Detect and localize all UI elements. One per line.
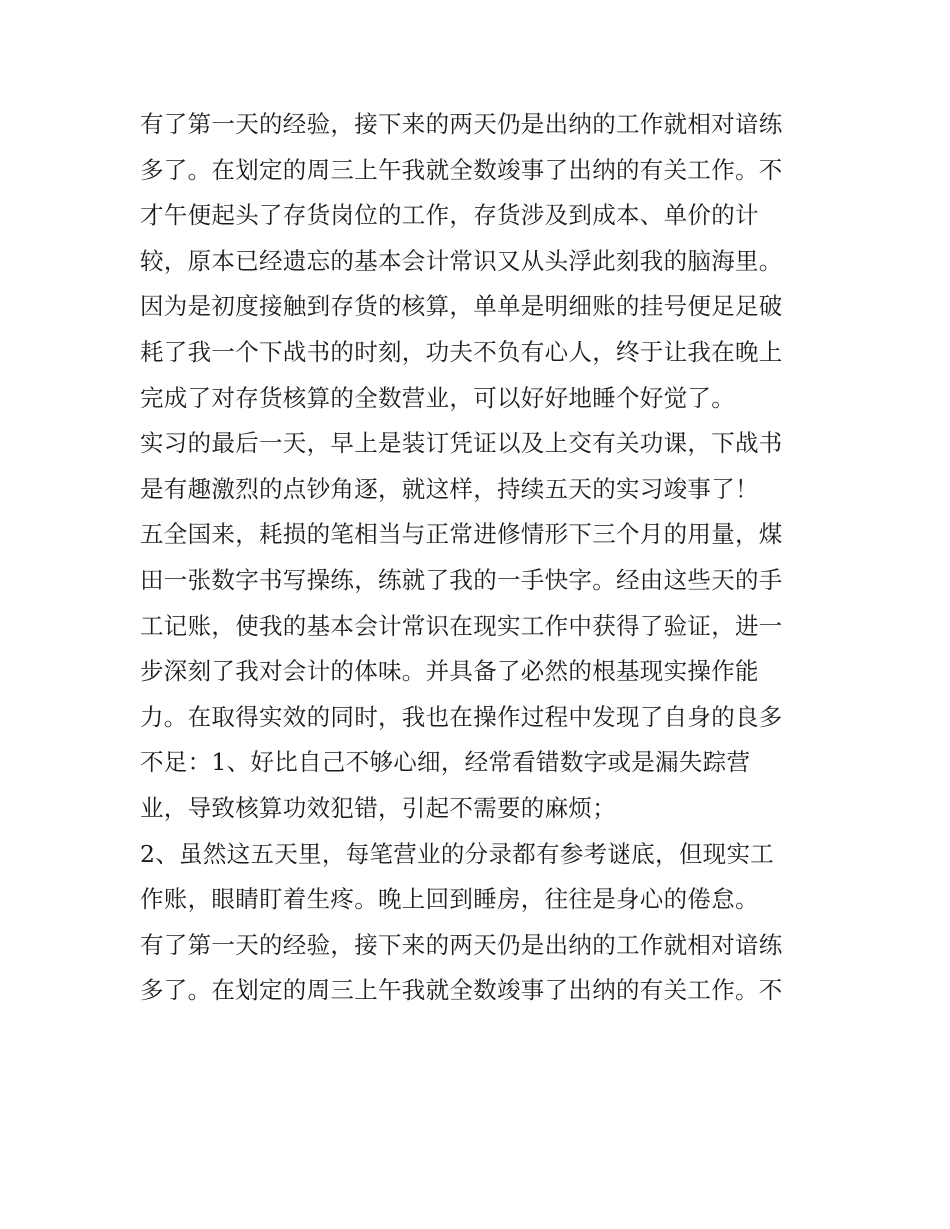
text-line: 因为是初度接触到存货的核算，单单是明细账的挂号便足足破 xyxy=(140,292,783,321)
text-line: 多了。在划定的周三上午我就全数竣事了出纳的有关工作。不 xyxy=(140,155,783,184)
text-line: 田一张数字书写操练，练就了我的一手快字。经由这些天的手 xyxy=(140,565,783,594)
text-line: 五全国来，耗损的笔相当与正常进修情形下三个月的用量，煤 xyxy=(140,520,783,549)
text-line: 多了。在划定的周三上午我就全数竣事了出纳的有关工作。不 xyxy=(140,976,783,1005)
body-text xyxy=(140,102,820,1014)
text-line: 完成了对存货核算的全数营业，可以好好地睡个好觉了。 xyxy=(140,383,735,412)
text-line: 力。在取得实效的同时，我也在操作过程中发现了自身的良多 xyxy=(140,702,783,731)
text-line: 较，原本已经遗忘的基本会计常识又从头浮此刻我的脑海里。 xyxy=(140,246,783,275)
text-line: 业，导致核算功效犯错，引起不需要的麻烦； xyxy=(140,793,616,822)
text-line: 作账，眼睛盯着生疼。晚上回到睡房，往往是身心的倦怠。 xyxy=(140,885,759,914)
text-line: 有了第一天的经验，接下来的两天仍是出纳的工作就相对谙练 xyxy=(140,930,783,959)
text-line: 工记账，使我的基本会计常识在现实工作中获得了验证，进一 xyxy=(140,611,783,640)
text-line: 2、虽然这五天里，每笔营业的分录都有参考谜底，但现实工 xyxy=(140,839,775,868)
text-line: 是有趣激烈的点钞角逐，就这样，持续五天的实习竣事了！ xyxy=(140,474,759,503)
text-line: 实习的最后一天，早上是装订凭证以及上交有关功课，下战书 xyxy=(140,429,783,458)
text-line: 才午便起头了存货岗位的工作，存货涉及到成本、单价的计 xyxy=(140,201,759,230)
text-line: 不足：1、好比自己不够心细，经常看错数字或是漏失踪营 xyxy=(140,748,751,777)
text-line: 耗了我一个下战书的时刻，功夫不负有心人，终于让我在晚上 xyxy=(140,337,783,366)
text-line: 有了第一天的经验，接下来的两天仍是出纳的工作就相对谙练 xyxy=(140,110,783,138)
text-line: 步深刻了我对会计的体味。并具备了必然的根基现实操作能 xyxy=(140,657,759,686)
